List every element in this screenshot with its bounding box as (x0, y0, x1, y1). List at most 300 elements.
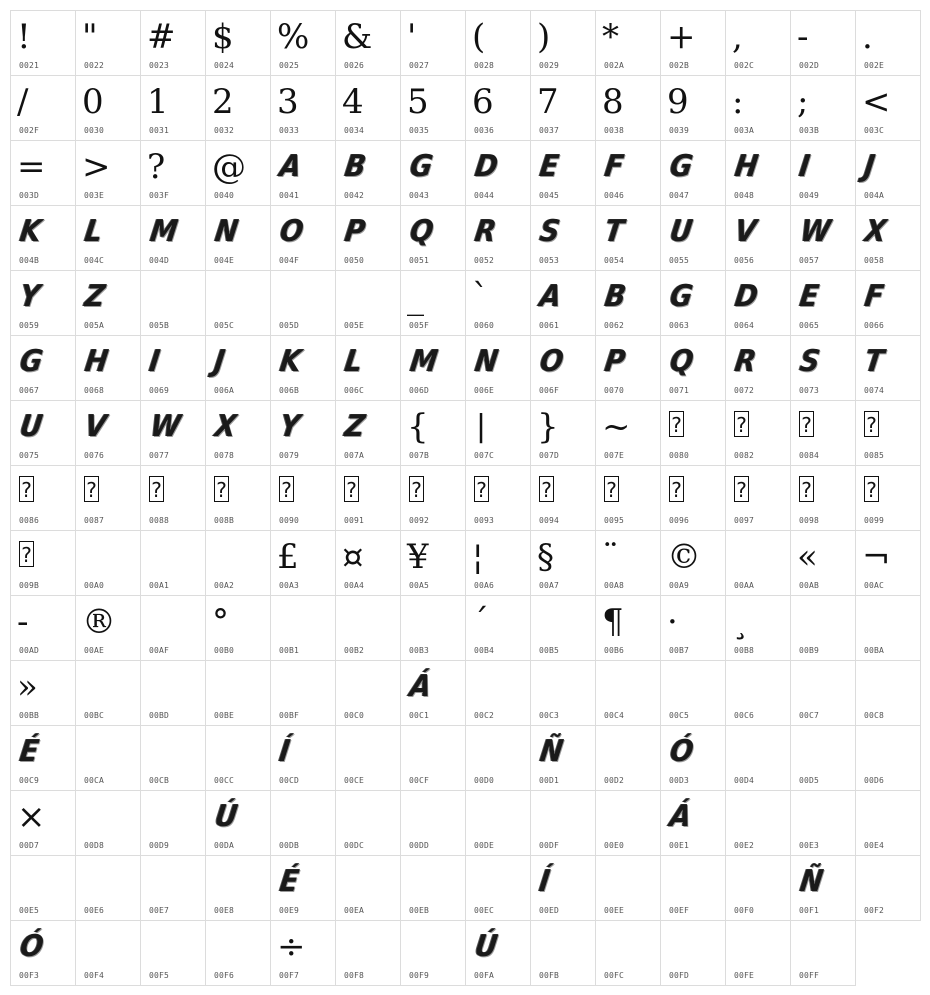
glyph-char: É (17, 734, 42, 769)
glyph-code: 00A7 (539, 581, 560, 590)
glyph-code: 0060 (474, 321, 495, 330)
glyph-char: 6 (472, 82, 494, 122)
glyph-char: I (797, 149, 813, 184)
glyph-cell (335, 10, 401, 76)
glyph-cell (465, 790, 531, 856)
glyph-cell (595, 855, 661, 921)
missing-glyph-icon: ? (539, 476, 554, 502)
glyph-code: 0086 (19, 516, 40, 525)
glyph-char: · (667, 602, 678, 642)
glyph-cell (140, 75, 206, 141)
glyph-cell (270, 400, 336, 466)
glyph-char: ( (472, 17, 486, 57)
glyph-cell (725, 595, 791, 661)
glyph-cell (270, 725, 336, 791)
glyph-code: 00F3 (19, 971, 40, 980)
glyph-code: 00AB (799, 581, 820, 590)
glyph-cell (725, 205, 791, 271)
glyph-cell (75, 530, 141, 596)
glyph-code: 0048 (734, 191, 755, 200)
glyph-cell (660, 270, 726, 336)
glyph-code: 0046 (604, 191, 625, 200)
missing-glyph-icon: ? (409, 476, 424, 502)
glyph-code: 00F1 (799, 906, 820, 915)
glyph-code: 003E (84, 191, 105, 200)
glyph-code: 00D3 (669, 776, 690, 785)
glyph-cell (790, 140, 856, 206)
glyph-char: L (82, 214, 105, 249)
glyph-cell (140, 725, 206, 791)
glyph-code: 0049 (799, 191, 820, 200)
glyph-code: 00E9 (279, 906, 300, 915)
glyph-char: # (147, 17, 176, 57)
glyph-cell (270, 790, 336, 856)
glyph-code: 0031 (149, 126, 170, 135)
glyph-char: G (407, 149, 435, 184)
glyph-char: N (212, 214, 241, 249)
glyph-code: 003A (734, 126, 755, 135)
glyph-code: 00A2 (214, 581, 235, 590)
glyph-code: 00B1 (279, 646, 300, 655)
glyph-cell (10, 725, 76, 791)
glyph-cell (660, 75, 726, 141)
glyph-cell (400, 465, 466, 531)
glyph-code: 00F9 (409, 971, 430, 980)
glyph-code: 0080 (669, 451, 690, 460)
missing-glyph-icon: ? (734, 411, 749, 437)
glyph-code: 00FD (669, 971, 690, 980)
glyph-code: 00C4 (604, 711, 625, 720)
glyph-char: T (602, 214, 626, 249)
glyph-code: 00A3 (279, 581, 300, 590)
glyph-cell (595, 75, 661, 141)
missing-glyph-icon: ? (149, 476, 164, 502)
glyph-code: 0059 (19, 321, 40, 330)
glyph-char: Z (342, 409, 368, 444)
glyph-char: $ (212, 17, 234, 57)
glyph-cell (335, 530, 401, 596)
glyph-cell (530, 855, 596, 921)
glyph-char: E (537, 149, 562, 184)
glyph-char: ´ (472, 602, 489, 642)
glyph-char: L (342, 344, 365, 379)
glyph-char: " (82, 17, 98, 57)
glyph-char: § (537, 537, 554, 577)
glyph-code: 0087 (84, 516, 105, 525)
glyph-code: 00F7 (279, 971, 300, 980)
glyph-cell (140, 660, 206, 726)
glyph-cell (595, 660, 661, 726)
glyph-cell (660, 660, 726, 726)
glyph-cell (790, 855, 856, 921)
glyph-code: 0097 (734, 516, 755, 525)
glyph-code: 0040 (214, 191, 235, 200)
glyph-code: 0052 (474, 256, 495, 265)
glyph-code: 00C6 (734, 711, 755, 720)
glyph-code: 0053 (539, 256, 560, 265)
glyph-char: ¤ (342, 537, 364, 577)
glyph-char: P (602, 344, 628, 379)
glyph-code: 00CE (344, 776, 365, 785)
glyph-cell (530, 140, 596, 206)
glyph-cell (530, 660, 596, 726)
glyph-cell (270, 10, 336, 76)
glyph-cell (660, 335, 726, 401)
glyph-code: 00B5 (539, 646, 560, 655)
glyph-char: % (277, 17, 310, 57)
glyph-char: = (17, 147, 46, 187)
glyph-code: 00D0 (474, 776, 495, 785)
glyph-char: Y (17, 279, 43, 314)
glyph-code: 00CA (84, 776, 105, 785)
glyph-char: X (212, 409, 239, 444)
glyph-char: 8 (602, 82, 624, 122)
glyph-char: Y (277, 409, 303, 444)
glyph-code: 0061 (539, 321, 560, 330)
glyph-cell (10, 335, 76, 401)
glyph-code: 0038 (604, 126, 625, 135)
glyph-code: 0047 (669, 191, 690, 200)
glyph-cell (790, 790, 856, 856)
glyph-code: 00DE (474, 841, 495, 850)
glyph-cell (855, 140, 921, 206)
glyph-cell (140, 335, 206, 401)
glyph-cell (75, 790, 141, 856)
glyph-code: 004A (864, 191, 885, 200)
glyph-code: 006F (539, 386, 560, 395)
glyph-cell (205, 335, 271, 401)
glyph-code: 00BB (19, 711, 40, 720)
glyph-code: 00BC (84, 711, 105, 720)
glyph-cell (10, 400, 76, 466)
glyph-cell (400, 595, 466, 661)
glyph-cell (725, 530, 791, 596)
glyph-code: 00CB (149, 776, 170, 785)
glyph-code: 00F6 (214, 971, 235, 980)
glyph-code: 00EC (474, 906, 495, 915)
glyph-char: Á (407, 669, 434, 704)
glyph-cell (270, 530, 336, 596)
glyph-code: 0092 (409, 516, 430, 525)
glyph-cell (270, 140, 336, 206)
missing-glyph-icon: ? (669, 411, 684, 437)
glyph-cell (400, 790, 466, 856)
glyph-cell (790, 270, 856, 336)
glyph-char: M (148, 214, 180, 249)
glyph-code: 0054 (604, 256, 625, 265)
glyph-char: Ú (212, 799, 240, 834)
glyph-char: Ñ (537, 734, 566, 769)
glyph-cell (530, 595, 596, 661)
glyph-cell (335, 335, 401, 401)
glyph-cell (140, 465, 206, 531)
glyph-cell (400, 855, 466, 921)
glyph-cell (465, 920, 531, 986)
glyph-char: W (798, 214, 833, 249)
glyph-code: 0094 (539, 516, 560, 525)
glyph-code: 002F (19, 126, 40, 135)
glyph-cell (660, 140, 726, 206)
glyph-code: 0070 (604, 386, 625, 395)
glyph-code: 0074 (864, 386, 885, 395)
glyph-char: R (472, 214, 499, 249)
glyph-cell (855, 10, 921, 76)
glyph-cell (140, 205, 206, 271)
glyph-code: 0035 (409, 126, 430, 135)
glyph-char: 5 (407, 82, 429, 122)
glyph-code: 00D5 (799, 776, 820, 785)
glyph-cell (530, 75, 596, 141)
glyph-code: 00DB (279, 841, 300, 850)
glyph-code: 004B (19, 256, 40, 265)
glyph-cell (725, 660, 791, 726)
glyph-char: ? (147, 147, 166, 187)
glyph-code: 00AA (734, 581, 755, 590)
glyph-code: 006D (409, 386, 430, 395)
glyph-code: 0056 (734, 256, 755, 265)
glyph-char: J (212, 344, 228, 379)
glyph-char: 7 (537, 82, 559, 122)
glyph-cell (10, 660, 76, 726)
glyph-char: K (277, 344, 304, 379)
glyph-cell (10, 790, 76, 856)
glyph-char: ; (797, 82, 809, 122)
glyph-cell (75, 660, 141, 726)
glyph-cell (595, 10, 661, 76)
glyph-char: > (82, 147, 111, 187)
glyph-code: 005F (409, 321, 430, 330)
glyph-cell (790, 660, 856, 726)
glyph-cell (855, 205, 921, 271)
glyph-char: G (667, 279, 695, 314)
glyph-code: 00A9 (669, 581, 690, 590)
glyph-code: 0090 (279, 516, 300, 525)
glyph-code: 00EB (409, 906, 430, 915)
glyph-code: 00BF (279, 711, 300, 720)
glyph-code: 00E8 (214, 906, 235, 915)
glyph-code: 00D1 (539, 776, 560, 785)
missing-glyph-icon: ? (474, 476, 489, 502)
glyph-code: 00D6 (864, 776, 885, 785)
glyph-char: T (862, 344, 886, 379)
glyph-code: 0073 (799, 386, 820, 395)
glyph-cell (530, 335, 596, 401)
glyph-code: 0050 (344, 256, 365, 265)
glyph-code: 00A6 (474, 581, 495, 590)
glyph-cell (10, 10, 76, 76)
glyph-cell (595, 270, 661, 336)
glyph-cell (75, 10, 141, 76)
glyph-cell (140, 10, 206, 76)
glyph-cell (10, 270, 76, 336)
glyph-code: 00A5 (409, 581, 430, 590)
glyph-cell (75, 75, 141, 141)
glyph-cell (400, 725, 466, 791)
glyph-cell (400, 140, 466, 206)
glyph-char: ) (537, 17, 551, 57)
glyph-code: 0064 (734, 321, 755, 330)
glyph-code: 00BA (864, 646, 885, 655)
glyph-char: } (537, 407, 559, 447)
glyph-code: 00C2 (474, 711, 495, 720)
glyph-code: 00B0 (214, 646, 235, 655)
glyph-char: U (667, 214, 695, 249)
glyph-cell (660, 725, 726, 791)
glyph-cell (205, 725, 271, 791)
glyph-code: 00CF (409, 776, 430, 785)
glyph-cell (725, 855, 791, 921)
glyph-char: ÷ (277, 927, 306, 967)
glyph-code: 005D (279, 321, 300, 330)
glyph-char: O (537, 344, 566, 379)
glyph-cell (400, 270, 466, 336)
glyph-cell (530, 270, 596, 336)
glyph-code: 00FC (604, 971, 625, 980)
glyph-char: Í (537, 864, 553, 899)
glyph-code: 0042 (344, 191, 365, 200)
glyph-code: 0055 (669, 256, 690, 265)
glyph-char: 2 (212, 82, 234, 122)
glyph-char: S (537, 214, 563, 249)
glyph-char: Í (277, 734, 293, 769)
glyph-char: A (537, 279, 564, 314)
glyph-char: / (17, 82, 29, 122)
glyph-code: 00C0 (344, 711, 365, 720)
glyph-code: 006C (344, 386, 365, 395)
glyph-char: - (17, 602, 29, 642)
glyph-cell (205, 205, 271, 271)
glyph-cell (335, 660, 401, 726)
glyph-cell (465, 75, 531, 141)
glyph-code: 002E (864, 61, 885, 70)
missing-glyph-icon: ? (864, 411, 879, 437)
glyph-code: 00EF (669, 906, 690, 915)
glyph-code: 003C (864, 126, 885, 135)
glyph-code: 00E0 (604, 841, 625, 850)
glyph-char: Z (82, 279, 108, 314)
glyph-code: 0022 (84, 61, 105, 70)
glyph-char: « (797, 537, 818, 577)
glyph-char: F (602, 149, 627, 184)
glyph-code: 0028 (474, 61, 495, 70)
glyph-char: G (17, 344, 45, 379)
glyph-char: Ó (667, 734, 696, 769)
glyph-char: N (472, 344, 501, 379)
glyph-code: 0032 (214, 126, 235, 135)
glyph-cell (75, 335, 141, 401)
glyph-cell (140, 855, 206, 921)
glyph-cell (10, 205, 76, 271)
glyph-code: 007D (539, 451, 560, 460)
glyph-code: 00AF (149, 646, 170, 655)
glyph-char: ` (472, 277, 489, 317)
glyph-cell (75, 725, 141, 791)
glyph-code: 00FE (734, 971, 755, 980)
glyph-cell (855, 725, 921, 791)
glyph-cell (140, 595, 206, 661)
glyph-code: 0033 (279, 126, 300, 135)
glyph-cell (855, 400, 921, 466)
glyph-code: 00B2 (344, 646, 365, 655)
glyph-code: 00C5 (669, 711, 690, 720)
glyph-cell (725, 10, 791, 76)
glyph-cell (400, 10, 466, 76)
glyph-char: { (407, 407, 429, 447)
glyph-cell (725, 400, 791, 466)
glyph-cell (205, 10, 271, 76)
glyph-cell (205, 270, 271, 336)
glyph-cell (660, 595, 726, 661)
glyph-char: + (667, 17, 696, 57)
glyph-cell (400, 400, 466, 466)
glyph-cell (335, 595, 401, 661)
glyph-char: Ú (472, 929, 500, 964)
glyph-cell (465, 855, 531, 921)
glyph-cell (595, 140, 661, 206)
glyph-code: 008B (214, 516, 235, 525)
glyph-code: 0078 (214, 451, 235, 460)
glyph-cell (205, 140, 271, 206)
glyph-cell (855, 530, 921, 596)
glyph-cell (790, 10, 856, 76)
glyph-char: ° (212, 602, 229, 642)
glyph-cell (10, 530, 76, 596)
glyph-cell (595, 725, 661, 791)
glyph-cell (530, 920, 596, 986)
glyph-char: . (862, 17, 873, 57)
glyph-char: V (732, 214, 759, 249)
glyph-code: 00D7 (19, 841, 40, 850)
glyph-code: 0043 (409, 191, 430, 200)
glyph-char: Ñ (797, 864, 826, 899)
glyph-code: 0021 (19, 61, 40, 70)
glyph-code: 00B6 (604, 646, 625, 655)
glyph-code: 00AC (864, 581, 885, 590)
glyph-code: 00CD (279, 776, 300, 785)
glyph-code: 00EA (344, 906, 365, 915)
glyph-cell (530, 725, 596, 791)
glyph-cell (75, 855, 141, 921)
glyph-code: 0095 (604, 516, 625, 525)
glyph-cell (10, 595, 76, 661)
glyph-char: © (667, 537, 701, 577)
glyph-cell (400, 920, 466, 986)
glyph-cell (790, 920, 856, 986)
glyph-cell (530, 465, 596, 531)
glyph-char: B (602, 279, 629, 314)
glyph-cell (10, 75, 76, 141)
glyph-code: 0098 (799, 516, 820, 525)
glyph-cell (205, 400, 271, 466)
glyph-cell (335, 725, 401, 791)
glyph-code: 0068 (84, 386, 105, 395)
missing-glyph-icon: ? (604, 476, 619, 502)
glyph-char: * (602, 17, 619, 57)
glyph-cell (205, 75, 271, 141)
glyph-char: 3 (277, 82, 299, 122)
glyph-code: 00FB (539, 971, 560, 980)
glyph-cell (335, 790, 401, 856)
glyph-code: 0077 (149, 451, 170, 460)
glyph-char: K (17, 214, 44, 249)
glyph-code: 00B8 (734, 646, 755, 655)
glyph-code: 0096 (669, 516, 690, 525)
glyph-cell (660, 400, 726, 466)
missing-glyph-icon: ? (19, 541, 34, 567)
glyph-code: 00E6 (84, 906, 105, 915)
glyph-code: 00F4 (84, 971, 105, 980)
glyph-code: 00FA (474, 971, 495, 980)
